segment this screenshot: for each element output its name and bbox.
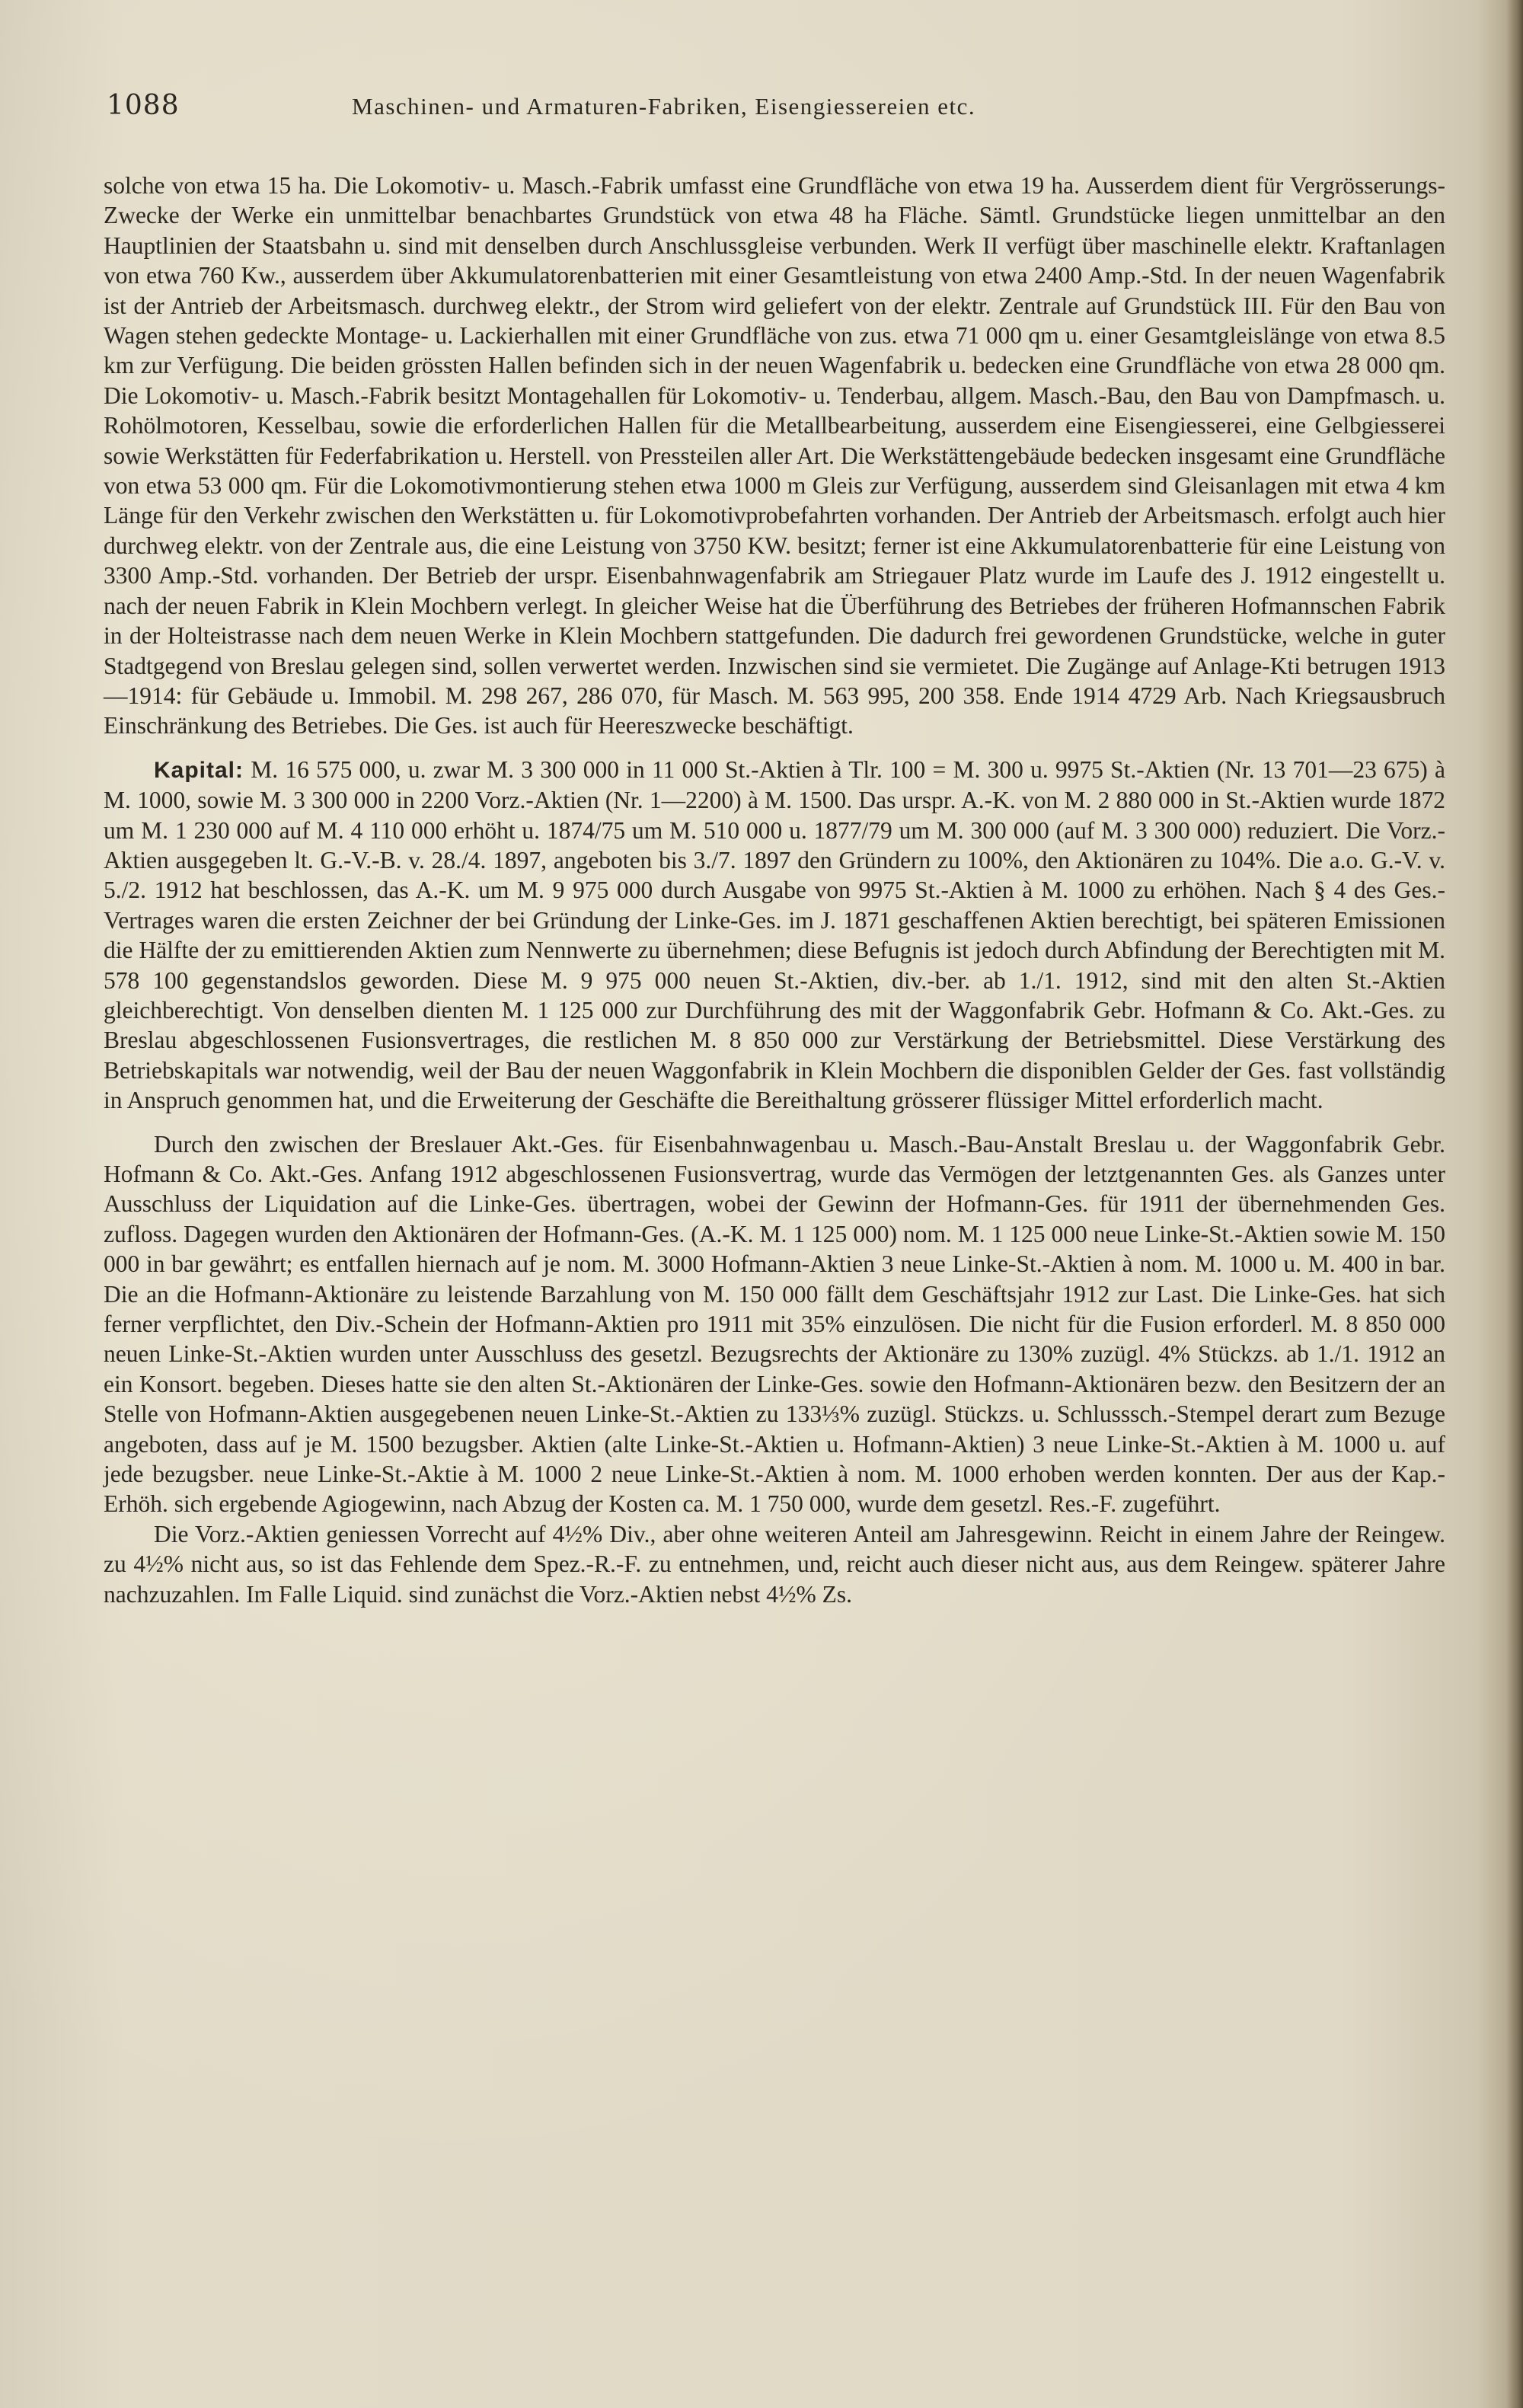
paragraph-gap <box>104 1116 1445 1129</box>
paragraph-preferred-shares: Die Vorz.-Aktien geniessen Vorrecht auf 4½% Div., aber ohne weiteren Anteil am Jahresgewinn. Reicht in einem Jahre der Reingew. zu 4½% nicht aus, so ist das Fehlende dem Spez.-R.-F. zu entnehmen, und, reicht auch dieser nicht aus, aus dem Reingew. späterer Jahre nachzuzahlen. Im Falle Liquid. sind zunächst die Vorz.-Aktien nebst 4½% Zs. <box>104 1520 1445 1608</box>
paragraph-fusion: Durch den zwischen der Breslauer Akt.-Ges. für Eisenbahnwagenbau u. Masch.-Bau-Anstalt Breslau u. der Waggonfabrik Gebr. Hofmann & Co. Akt.-Ges. Anfang 1912 abgeschlossenen Fusionsvertrag, wurde das Vermögen der letztgenannten Ges. als Ganzes unter Ausschluss der Liquidation auf die Linke-Ges. übertragen, wobei der Gewinn der Hofmann-Ges. für 1911 der übernehmenden Ges. zufloss. Dagegen wurden den Aktionären der Hofmann-Ges. (A.-K. M. 1 125 000) nom. M. 1 125 000 neue Linke-St.-Aktien sowie M. 150 000 in bar gewährt; es entfallen hiernach auf je nom. M. 3000 Hofmann-Aktien 3 neue Linke-St.-Aktien à nom. M. 1000 u. M. 400 in bar. Die an die Hofmann-Aktionäre zu leistende Barzahlung von M. 150 000 fällt dem Geschäftsjahr 1912 zur Last. Die Linke-Ges. hat sich ferner verpflichtet, den Div.-Schein der Hofmann-Aktien pro 1911 mit 35% einzulösen. Die nicht für die Fusion erforderl. M. 8 850 000 neuen Linke-St.-Aktien wurden unter Ausschluss des gesetzl. Bezugsrechts der Aktionäre zu 130% zuzügl. 4% Stückzs. ab 1./1. 1912 an ein Konsort. begeben. Dieses hatte sie den alten St.-Aktionären der Linke-Ges. sowie den Hofmann-Aktionären bezw. den Besitzern der an Stelle von Hofmann-Aktien ausgegebenen neuen Linke-St.-Aktien zu 133⅓% zuzügl. Stückzs. u. Schlusssch.-Stempel derart zum Bezuge angeboten, dass auf je M. 1500 bezugsber. Aktien (alte Linke-St.-Aktien u. Hofmann-Aktien) 3 neue Linke-St.-Aktien à M. 1000 u. auf jede bezugsber. neue Linke-St.-Aktie à M. 1000 2 neue Linke-St.-Aktien à nom. M. 1000 erhoben werden konnten. Der aus der Kap.-Erhöh. sich ergebende Agiogewinn, nach Abzug der Kosten ca. M. 1 750 000, wurde dem gesetzl. Res.-F. zugeführt. <box>104 1130 1445 1518</box>
body-text <box>104 171 1445 1609</box>
page-edge-shadow <box>1506 0 1523 2408</box>
paragraph-gap <box>104 741 1445 755</box>
page-header <box>107 90 1203 136</box>
running-title: Maschinen- und Armaturen-Fabriken, Eisengiessereien etc. <box>352 93 976 120</box>
capital-heading: Kapital: <box>154 757 244 783</box>
capital-text: M. 16 575 000, u. zwar M. 3 300 000 in 11 000 St.-Aktien à Tlr. 100 = M. 300 u. 9975 St.-Aktien (Nr. 13 701—23 675) à M. 1000, sowie M. 3 300 000 in 2200 Vorz.-Aktien (Nr. 1—2200) à M. 1500. Das urspr. A.-K. von M. 2 880 000 in St.-Aktien wurde 1872 um M. 1 230 000 auf M. 4 110 000 erhöht u. 1874/75 um M. 510 000 u. 1877/79 um M. 300 000 (auf M. 3 300 000) reduziert. Die Vorz.-Aktien ausgegeben lt. G.-V.-B. v. 28./4. 1897, angeboten bis 3./7. 1897 den Gründern zu 100%, den Aktionären zu 104%. Die a.o. G.-V. v. 5./2. 1912 hat beschlossen, das A.-K. um M. 9 975 000 durch Ausgabe von 9975 St.-Aktien à M. 1000 zu erhöhen. Nach § 4 des Ges.-Vertrages waren die ersten Zeichner der bei Gründung der Linke-Ges. im J. 1871 geschaffenen Aktien berechtigt, bei späteren Emissionen die Hälfte der zu emittierenden Aktien zum Nennwerte zu übernehmen; diese Befugnis ist jedoch durch Abfindung der Berechtigten mit M. 578 100 gegenstandslos geworden. Diese M. 9 975 000 neuen St.-Aktien, div.-ber. ab 1./1. 1912, sind mit den alten St.-Aktien gleichberechtigt. Von denselben dienten M. 1 125 000 zur Durchführung des mit der Waggonfabrik Gebr. Hofmann & Co. Akt.-Ges. zu Breslau abgeschlossenen Fusionsvertrages, die restlichen M. 8 850 000 zur Verstärkung der Betriebsmittel. Diese Verstärkung des Betriebskapitals war notwendig, weil der Bau der neuen Waggonfabrik in Klein Mochbern die disponiblen Gelder der Ges. fast vollständig in Anspruch genommen hat, und die Erweiterung der Geschäfte die Bereithaltung grösserer flüssiger Mittel erforderlich macht. <box>104 755 1445 1114</box>
paragraph-capital <box>104 755 1445 1116</box>
paragraph-plant-description: solche von etwa 15 ha. Die Lokomotiv- u. Masch.-Fabrik umfasst eine Grundfläche von etwa 19 ha. Ausserdem dient für Vergrösserungs-Zwecke der Werke ein unmittelbar benachbartes Grundstück von etwa 48 ha Fläche. Sämtl. Grundstücke liegen unmittelbar an den Hauptlinien der Staatsbahn u. sind mit denselben durch Anschlussgleise verbunden. Werk II verfügt über maschinelle elektr. Kraftanlagen von etwa 760 Kw., ausserdem über Akkumulatorenbatterien mit einer Gesamtleistung von etwa 2400 Amp.-Std. In der neuen Wagenfabrik ist der Antrieb der Arbeitsmasch. durchweg elektr., der Strom wird geliefert von der elektr. Zentrale auf Grundstück III. Für den Bau von Wagen stehen gedeckte Montage- u. Lackierhallen mit einer Grundfläche von zus. etwa 71 000 qm u. einer Gesamtgleislänge von etwa 8.5 km zur Verfügung. Die beiden grössten Hallen befinden sich in der neuen Wagenfabrik u. bedecken eine Grundfläche von etwa 28 000 qm. Die Lokomotiv- u. Masch.-Fabrik besitzt Montagehallen für Lokomotiv- u. Tenderbau, allgem. Masch.-Bau, den Bau von Dampfmasch. u. Rohölmotoren, Kesselbau, sowie die erforderlichen Hallen für die Metallbearbeitung, ausserdem eine Eisengiesserei, eine Gelbgiesserei sowie Werkstätten für Federfabrikation u. Herstell. von Pressteilen aller Art. Die Werkstättengebäude bedecken insgesamt eine Grundfläche von etwa 53 000 qm. Für die Lokomotivmontierung stehen etwa 1000 m Gleis zur Verfügung, ausserdem sind Gleisanlagen mit etwa 4 km Länge für den Verkehr zwischen den Werkstätten u. für Lokomotivprobefahrten vorhanden. Der Antrieb der Arbeitsmasch. erfolgt auch hier durchweg elektr. von der Zentrale aus, die eine Leistung von 3750 KW. besitzt; ferner ist eine Akkumulatorenbatterie für eine Leistung von 3300 Amp.-Std. vorhanden. Der Betrieb der urspr. Eisenbahnwagenfabrik am Striegauer Platz wurde im Laufe des J. 1912 eingestellt u. nach der neuen Fabrik in Klein Mochbern verlegt. In gleicher Weise hat die Überführung des Betriebes der früheren Hofmannschen Fabrik in der Holteistrasse nach dem neuen Werke in Klein Mochbern stattgefunden. Die dadurch frei gewordenen Grundstücke, welche in guter Stadtgegend von Breslau gelegen sind, sollen verwertet werden. Inzwischen sind sie vermietet. Die Zugänge auf Anlage-Kti betrugen 1913—1914: für Gebäude u. Immobil. M. 298 267, 286 070, für Masch. M. 563 995, 200 358. Ende 1914 4729 Arb. Nach Kriegsausbruch Einschränkung des Betriebes. Die Ges. ist auch für Heereszwecke beschäftigt. <box>104 172 1445 739</box>
page-number: 1088 <box>107 90 180 121</box>
